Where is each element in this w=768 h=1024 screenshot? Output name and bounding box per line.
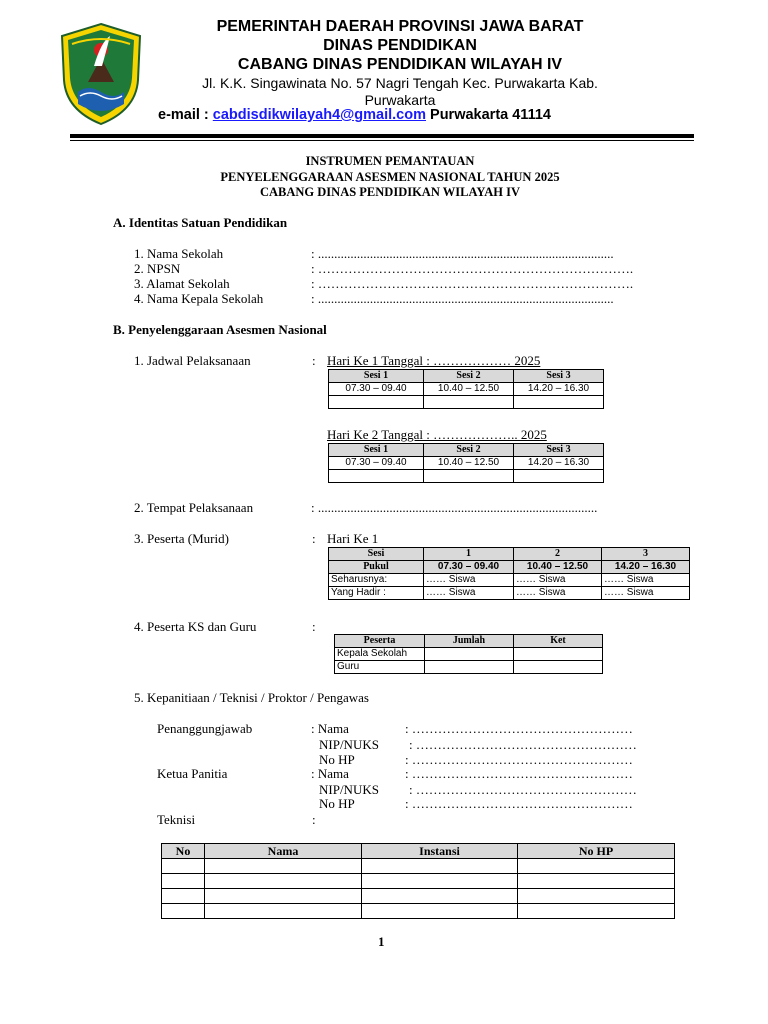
teknisi-label: Teknisi [157, 812, 196, 827]
sesi-time: 10.40 – 12.50 [424, 383, 514, 396]
kop-contact [158, 107, 551, 123]
table-row [162, 859, 675, 874]
ks-guru-cell[interactable] [425, 661, 514, 674]
pj-nip-label: NIP/NUKS [319, 737, 379, 752]
table-row [162, 904, 675, 919]
peserta-pukul-cell: Pukul [329, 561, 424, 574]
sesi-time: 14.20 – 16.30 [514, 383, 604, 396]
sesi-cell[interactable] [424, 470, 514, 483]
sesi-header: Sesi 3 [514, 370, 604, 383]
page-number: 1 [378, 934, 385, 949]
jadwal-day2[interactable]: Hari Ke 2 Tanggal : ……………….. 2025 [327, 427, 547, 442]
email-label: e-mail : [158, 107, 209, 123]
sesi-time: 10.40 – 12.50 [424, 457, 514, 470]
identitas-label: 4. Nama Kepala Sekolah [134, 291, 264, 306]
section-a-heading: A. Identitas Satuan Pendidikan [113, 215, 288, 230]
peserta-count[interactable]: …… Siswa [514, 574, 602, 587]
pj-nama-field[interactable]: : …………………………………………… [405, 721, 633, 736]
sesi-time: 07.30 – 09.40 [329, 383, 424, 396]
tempat-label: 2. Tempat Pelaksanaan [134, 500, 254, 515]
identitas-field[interactable]: : ………………………………………………………………. [311, 261, 634, 276]
peserta-sesi-cell: 2 [514, 548, 602, 561]
jadwal-day1[interactable]: Hari Ke 1 Tanggal : ……………… 2025 [327, 353, 541, 368]
pj-hp-label: No HP [319, 752, 355, 767]
identitas-field[interactable]: : ........................................................................................... [311, 291, 614, 306]
sesi-cell[interactable] [514, 396, 604, 409]
sesi-cell[interactable] [329, 396, 424, 409]
ks-guru-colon: : [312, 619, 316, 634]
peserta-sesi-cell: 1 [424, 548, 514, 561]
identitas-label: 1. Nama Sekolah [134, 246, 224, 261]
jadwal-colon: : [312, 353, 316, 368]
peserta-count[interactable]: …… Siswa [424, 587, 514, 600]
peserta-sesi-cell: 3 [602, 548, 690, 561]
peserta-row-label: Seharusnya: [329, 574, 424, 587]
teknisi-header: No HP [518, 844, 675, 859]
penanggungjawab-label: Penanggungjawab [157, 721, 253, 736]
peserta-sesi-cell: Sesi [329, 548, 424, 561]
teknisi-header: Nama [205, 844, 362, 859]
peserta-count[interactable]: …… Siswa [424, 574, 514, 587]
sesi-time: 07.30 – 09.40 [329, 457, 424, 470]
peserta-pukul-cell: 07.30 – 09.40 [424, 561, 514, 574]
peserta-day: Hari Ke 1 [327, 531, 379, 546]
jadwal-table-day1 [328, 369, 604, 409]
identitas-label: 3. Alamat Sekolah [134, 276, 230, 291]
jadwal-label: 1. Jadwal Pelaksanaan [134, 353, 251, 368]
tempat-field[interactable]: : ...................................................................................... [311, 500, 598, 515]
peserta-pukul-cell: 10.40 – 12.50 [514, 561, 602, 574]
peserta-table [328, 547, 690, 600]
sesi-cell[interactable] [424, 396, 514, 409]
ks-guru-row-label: Guru [335, 661, 425, 674]
kop-address-1: Jl. K.K. Singawinata No. 57 Nagri Tengah Kec. Purwakarta Kab. [202, 75, 598, 91]
sesi-header: Sesi 2 [424, 370, 514, 383]
peserta-count[interactable]: …… Siswa [514, 587, 602, 600]
peserta-label: 3. Peserta (Murid) [134, 531, 229, 546]
pj-hp-field[interactable]: : …………………………………………… [405, 752, 633, 767]
ks-guru-header: Peserta [335, 635, 425, 648]
ketua-nip-field[interactable]: : …………………………………………… [409, 782, 637, 797]
teknisi-table [161, 843, 675, 919]
ketua-hp-label: No HP [319, 796, 355, 811]
kop-divider-thin [70, 140, 694, 141]
ketua-hp-field[interactable]: : …………………………………………… [405, 796, 633, 811]
identitas-field[interactable]: : ........................................................................................... [311, 246, 614, 261]
kop-line-1: PEMERINTAH DAERAH PROVINSI JAWA BARAT [216, 18, 584, 35]
ks-guru-cell[interactable] [425, 648, 514, 661]
sesi-header: Sesi 2 [424, 444, 514, 457]
ketua-nama-label: : Nama [311, 766, 349, 781]
kop-divider [70, 134, 694, 138]
sesi-cell[interactable] [514, 470, 604, 483]
jadwal-table-day2 [328, 443, 604, 483]
ks-guru-cell[interactable] [514, 661, 603, 674]
kop-address-2: Purwakarta [364, 92, 436, 108]
logo-jawa-barat [58, 22, 144, 126]
ks-guru-cell[interactable] [514, 648, 603, 661]
email-link[interactable]: cabdisdikwilayah4@gmail.com [212, 107, 426, 123]
ketua-nama-field[interactable]: : …………………………………………… [405, 766, 633, 781]
kop-city: Purwakarta 41114 [430, 107, 551, 123]
teknisi-header: Instansi [362, 844, 518, 859]
peserta-pukul-cell: 14.20 – 16.30 [602, 561, 690, 574]
sesi-header: Sesi 1 [329, 444, 424, 457]
ks-guru-table [334, 634, 603, 674]
pj-nip-field[interactable]: : …………………………………………… [409, 737, 637, 752]
identitas-label: 2. NPSN [134, 261, 181, 276]
kop-line-2: DINAS PENDIDIKAN [323, 37, 477, 54]
peserta-count[interactable]: …… Siswa [602, 574, 690, 587]
sesi-header: Sesi 3 [514, 444, 604, 457]
ks-guru-header: Jumlah [425, 635, 514, 648]
ketua-nip-label: NIP/NUKS [319, 782, 379, 797]
table-row [162, 889, 675, 904]
doc-title-2: PENYELENGGARAAN ASESMEN NASIONAL TAHUN 2025 [220, 170, 560, 184]
pj-nama-label: : Nama [311, 721, 349, 736]
teknisi-header: No [162, 844, 205, 859]
ks-guru-label: 4. Peserta KS dan Guru [134, 619, 257, 634]
peserta-count[interactable]: …… Siswa [602, 587, 690, 600]
doc-title-3: CABANG DINAS PENDIDIKAN WILAYAH IV [259, 185, 520, 199]
section-b-heading: B. Penyelenggaraan Asesmen Nasional [113, 322, 327, 337]
table-row [162, 874, 675, 889]
panitia-label: 5. Kepanitiaan / Teknisi / Proktor / Pengawas [134, 690, 369, 705]
ks-guru-header: Ket [514, 635, 603, 648]
identitas-field[interactable]: : ………………………………………………………………. [311, 276, 634, 291]
sesi-cell[interactable] [329, 470, 424, 483]
sesi-time: 14.20 – 16.30 [514, 457, 604, 470]
doc-title-1: INSTRUMEN PEMANTAUAN [305, 154, 475, 168]
peserta-colon: : [312, 531, 316, 546]
sesi-header: Sesi 1 [329, 370, 424, 383]
peserta-row-label: Yang Hadir : [329, 587, 424, 600]
ketua-label: Ketua Panitia [157, 766, 228, 781]
kop-line-3: CABANG DINAS PENDIDIKAN WILAYAH IV [237, 56, 563, 73]
ks-guru-row-label: Kepala Sekolah [335, 648, 425, 661]
teknisi-colon: : [312, 812, 316, 827]
